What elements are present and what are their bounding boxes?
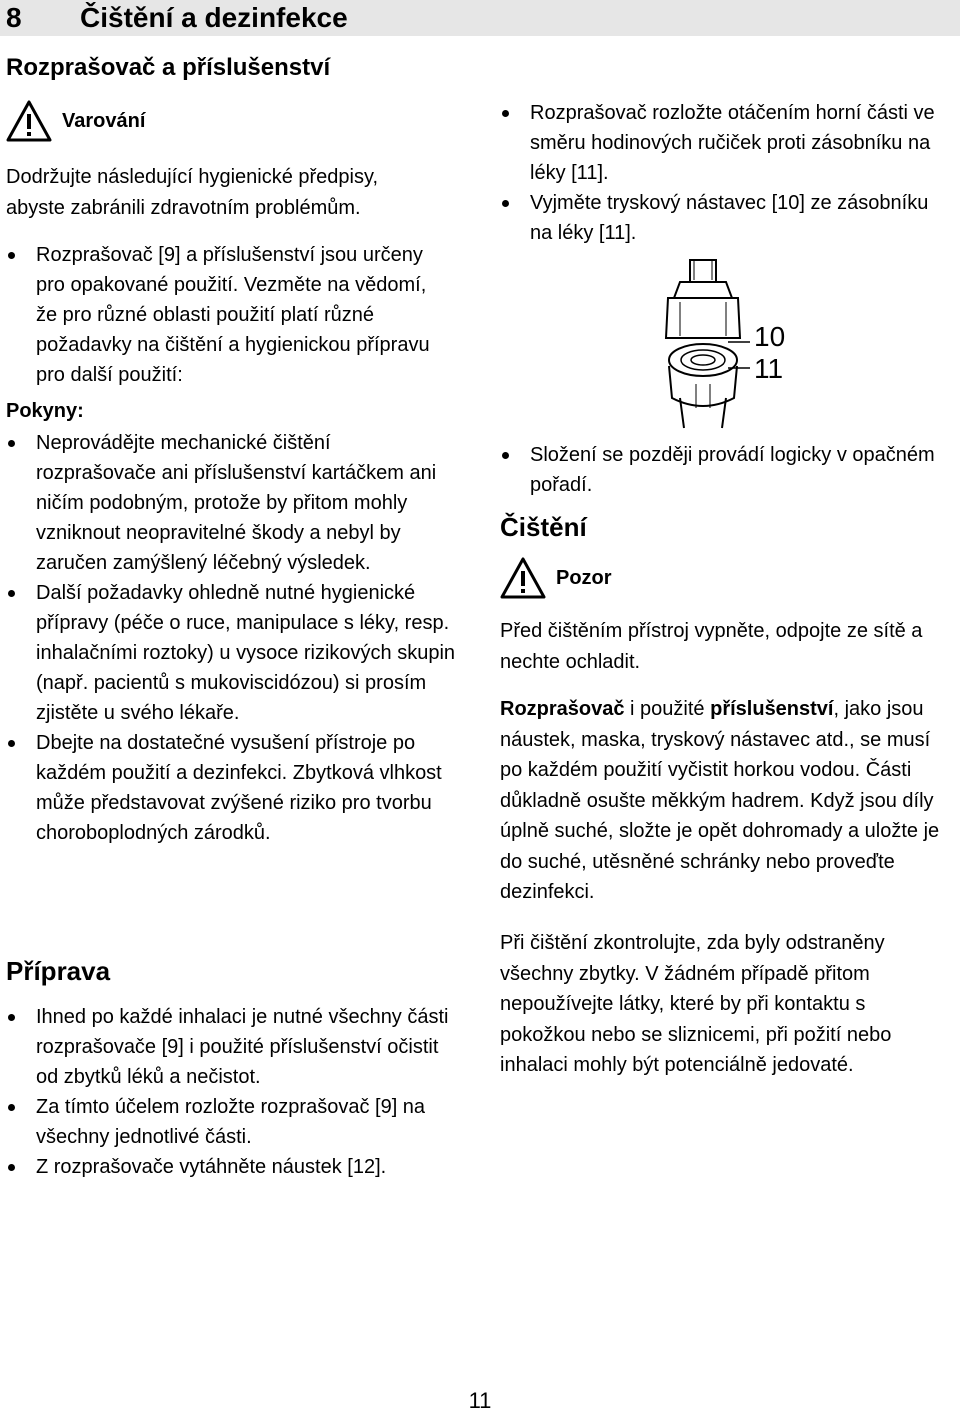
chapter-number: 8 [6,2,22,33]
warning-line-1: Dodržujte následující hygienické předpisy, [6,166,379,188]
cleaning-paragraph-2: Při čištění zkontrolujte, zda byly odstraněny všechny zbytky. V žádném případě přitom nepoužívejte látky, které by při kontaktu s pokožkou nebo se sliznicemi, při požití nebo inhalaci mohly být potenciálně jedovaté. [500,932,892,1076]
warning-box [6,100,145,142]
instructions-label: Pokyny: [6,400,84,422]
list-item: Složení se později provádí logicky v opačném pořadí. [500,440,950,500]
chapter-header [0,0,960,36]
usage-list [6,240,446,390]
nebulizer-parts-illustration [650,258,800,438]
warning-label: Varování [62,109,146,132]
callout-10: 10 [754,321,786,352]
para-text: i použité [624,698,711,720]
list-item: Další požadavky ohledně nutné hygienické přípravy (péče o ruce, manipulace s léky, resp. inhalačními roztoky) u vysoce rizikových skupin (např. pacientů s mukoviscidózou) si prosím zjistěte u svého lékaře. [6,578,456,728]
section-title: Rozprašovač a příslušenství [6,54,331,81]
warning-text [6,162,446,223]
bold-nebulizer: Rozprašovač [500,698,625,720]
caution-box [500,557,612,599]
caution-label: Pozor [556,566,612,589]
caution-text: Před čištěním přístroj vypněte, odpojte ze sítě a nechte ochladit. [500,620,923,673]
list-item: Z rozprašovače vytáhněte náustek [12]. [6,1152,456,1182]
list-item: Neprovádějte mechanické čištění rozprašovače ani příslušenství kartáčkem ani ničím podobným, protože by přitom mohly vzniknout neopravitelné škody a nebyl by zaručen zamýšlený léčebný výsledek. [6,428,456,578]
callout-11: 11 [754,353,784,384]
cleaning-paragraph-1 [500,694,955,908]
list-item: Vyjměte tryskový nástavec [10] ze zásobníku na léky [11]. [500,188,950,248]
nebulizer-diagram [650,258,800,443]
list-item: Za tímto účelem rozložte rozprašovač [9] na všechny jednotlivé části. [6,1092,456,1152]
para-text: , jako jsou náustek, maska, tryskový nástavec atd., se musí po každém použití vyčistit horkou vodou. Části důkladně osušte měkkým hadrem. Když jsou díly úplně suché, složte je opět dohromady a uložte je do suché, utěsněné schránky nebo proveďte dezinfekci. [500,698,940,903]
warning-triangle-icon [6,100,52,142]
list-item: Rozprašovač rozložte otáčením horní části ve směru hodinových ručiček proti zásobníku na léky [11]. [500,98,950,188]
list-item: Dbejte na dostatečné vysušení přístroje po každém použití a dezinfekci. Zbytková vlhkost může představovat zvýšené riziko pro tvorbu choroboplodných zárodků. [6,728,456,848]
chapter-title: Čištění a dezinfekce [80,2,348,33]
caution-triangle-icon [500,557,546,599]
cleaning-title: Čištění [500,512,587,542]
page-number: 11 [468,1388,492,1413]
instructions-list [6,428,456,848]
list-item: Ihned po každé inhalaci je nutné všechny části rozprašovače [9] i použité příslušenství očistit od zbytků léků a nečistot. [6,1002,456,1092]
assembly-list [500,440,950,500]
list-item: Rozprašovač [9] a příslušenství jsou určeny pro opakované použití. Vezměte na vědomí, že pro různé oblasti použití platí různé požadavky na čištění a hygienickou přípravu pro další použití: [6,240,446,390]
warning-line-2: abyste zabránili zdravotním problémům. [6,196,361,219]
disassembly-list [500,98,950,248]
bold-accessories: příslušenství [710,698,834,720]
preparation-list [6,1002,456,1182]
preparation-title: Příprava [6,956,111,986]
